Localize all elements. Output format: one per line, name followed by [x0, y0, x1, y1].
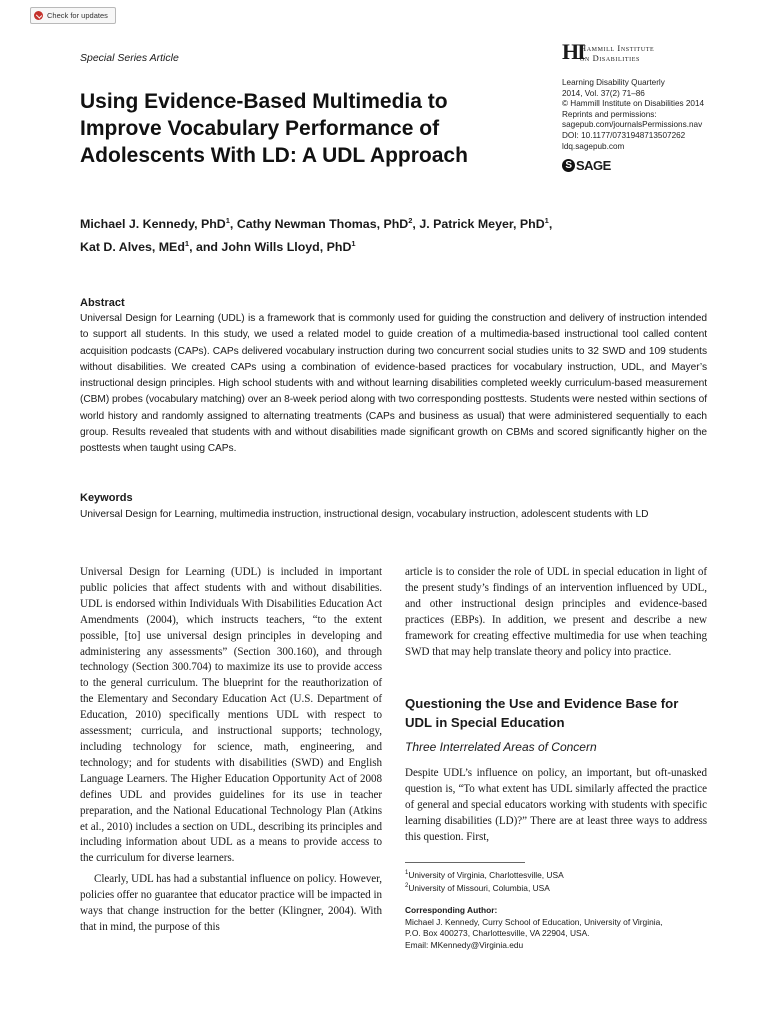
- author-affiliation: 1: [351, 239, 356, 249]
- affiliation-text: University of Virginia, Charlottesville, USA: [408, 869, 564, 880]
- corresponding-author-heading: Corresponding Author:: [405, 905, 498, 915]
- body-paragraph: Despite UDL’s influence on policy, an important, but oft-unasked question is, “To what extent has UDL similarly affected the practice of general and special educators working with students with specific learning disabilities (LD)?” There are at least three ways to address this question. First,: [405, 767, 707, 843]
- check-icon: [34, 11, 43, 20]
- body-column-right: [405, 565, 707, 660]
- permissions-link[interactable]: sagepub.com/journalsPermissions.nav: [562, 120, 703, 130]
- article-type: Special Series Article: [80, 52, 179, 64]
- affiliation-1: [405, 868, 715, 881]
- affiliation-number: 2: [405, 883, 409, 890]
- publisher-line-2: on Disabilities: [580, 53, 640, 63]
- corresponding-author-line: P.O. Box 400273, Charlottesville, VA 22904, USA.: [405, 928, 590, 938]
- author-separator: ,: [548, 217, 553, 232]
- body-paragraph: article is to consider the role of UDL in special education in light of the present study’s findings of an intervention influenced by UDL, and other instructional design principles and evidence-based practices (EBPs). In addition, we present and describe a new framework for creating effective multimedia for use when teaching SWD that may help translate theory and policy into practice.: [405, 566, 707, 658]
- journal-site-link[interactable]: ldq.sagepub.com: [562, 141, 625, 151]
- author-name: John Wills Lloyd, PhD: [221, 240, 352, 255]
- sage-logo-text: SAGE: [576, 158, 611, 173]
- author-separator: ,: [412, 217, 420, 232]
- journal-info: [562, 78, 722, 152]
- section-heading: Questioning the Use and Evidence Base for UDL in Special Education: [405, 696, 679, 730]
- corresponding-author: [405, 905, 715, 951]
- article-title: Using Evidence-Based Multimedia to Improve Vocabulary Performance of Adolescents With LD: A UDL Approach: [80, 90, 468, 167]
- affiliation-number: 1: [405, 870, 409, 876]
- hammill-logo-icon: HI: [562, 39, 584, 64]
- corresponding-author-line: Michael J. Kennedy, Curry School of Education, University of Virginia,: [405, 916, 663, 927]
- author-name: Michael J. Kennedy, PhD: [80, 217, 226, 232]
- author-separator: ,: [229, 217, 237, 232]
- author-name: Kat D. Alves, MEd: [80, 240, 185, 255]
- hammill-logo: [562, 41, 692, 71]
- author-separator: , and: [189, 240, 222, 255]
- check-for-updates-button[interactable]: [30, 7, 116, 24]
- affiliation-2: [405, 881, 715, 894]
- keywords-heading: Keywords: [80, 492, 133, 504]
- sage-logo: [562, 158, 611, 173]
- abstract-heading: Abstract: [80, 297, 125, 309]
- footnote-divider: [405, 862, 525, 863]
- check-for-updates-label: Check for updates: [47, 11, 108, 20]
- affiliations: [405, 868, 715, 895]
- copyright: © Hammill Institute on Disabilities 2014: [562, 99, 705, 109]
- corresponding-author-email[interactable]: Email: MKennedy@Virginia.edu: [405, 939, 524, 950]
- author-affiliation: 1: [544, 216, 549, 225]
- reprints-label: Reprints and permissions:: [562, 109, 657, 119]
- author-affiliation: 2: [408, 216, 413, 225]
- publisher-line-1: Hammill Institute: [580, 43, 655, 53]
- doi-link[interactable]: DOI: 10.1177/0731948713507262: [562, 130, 686, 140]
- keywords-text: Universal Design for Learning, multimedia instruction, instructional design, vocabulary instruction, adolescent students with LD: [80, 509, 649, 520]
- abstract-text: Universal Design for Learning (UDL) is a framework that is commonly used for guiding the construction and delivery of instruction intended to support all students. In this study, we used a related model to guide creation of a multimedia-based instructional tool called content acquisition podcasts (CAPs). CAPs delivered vocabulary instruction during two concurrent social studies units to 32 SWD and 109 students without disabilities. We created CAPs using a combination of evidence-based practices for vocabulary instruction, UDL, and Mayer’s instructional design principles. High school students with and without learning disabilities completed weekly curriculum-based measurement (CBM) probes (vocabulary matching) over an 8-week period along with two corresponding posttests. Students were nested within sections of world history and randomly assigned to alternating treatments (CAPs and business as usual) that were administered sequentially to each group. Results revealed that students with and without disabilities made significant growth on CBMs and scored significantly higher on the posttests when taught using CAPs.: [80, 313, 707, 454]
- sage-logo-icon: S: [562, 159, 575, 172]
- subsection-heading: Three Interrelated Areas of Concern: [405, 740, 597, 754]
- author-name: Cathy Newman Thomas, PhD: [236, 217, 409, 232]
- body-column-right-continued: [405, 766, 707, 846]
- journal-volume: 2014, Vol. 37(2) 71–86: [562, 88, 645, 98]
- journal-name: Learning Disability Quarterly: [562, 78, 665, 87]
- author-affiliation: 1: [184, 239, 190, 249]
- body-paragraph: Clearly, UDL has had a substantial influence on policy. However, policies offer no guarantee that educator practice will be impacted in ways that change instruction for the better (Klingner, 2004). With that in mind, the purpose of this: [80, 873, 382, 933]
- author-name: J. Patrick Meyer, PhD: [419, 217, 545, 232]
- author-list: [80, 211, 700, 257]
- affiliation-text: University of Missouri, Columbia, USA: [408, 883, 550, 894]
- body-paragraph: Universal Design for Learning (UDL) is included in important public policies that affect students with and without disabilities. UDL is endorsed within Individuals With Disabilities Education Act Amendments (2004), which instructs teachers, “to the extent possible, [to] use universal design principles in developing and administering any assessments” (Section 300.160), and through technology (Section 300.704) to maximize its use to provide access to the general curriculum. The blueprint for the reauthorization of the Elementary and Secondary Education Act (U.S. Department of Education, 2010) specifically mentions UDL with respect to assessment; curricula, and instructional supports; technology, including technology for science, math, engineering, and technology; and for students with disabilities (SWD) and English Language Learners. The Higher Education Opportunity Act of 2008 defines UDL and provides guidelines for its use in teacher preparation, and the National Educational Technology Plan (Atkins et al., 2010) includes a section on UDL, describing its principles and including information about UDL as a means to provide access to the curriculum for diverse learners.: [80, 566, 382, 865]
- body-column-left: [80, 565, 382, 936]
- author-affiliation: 1: [225, 216, 230, 225]
